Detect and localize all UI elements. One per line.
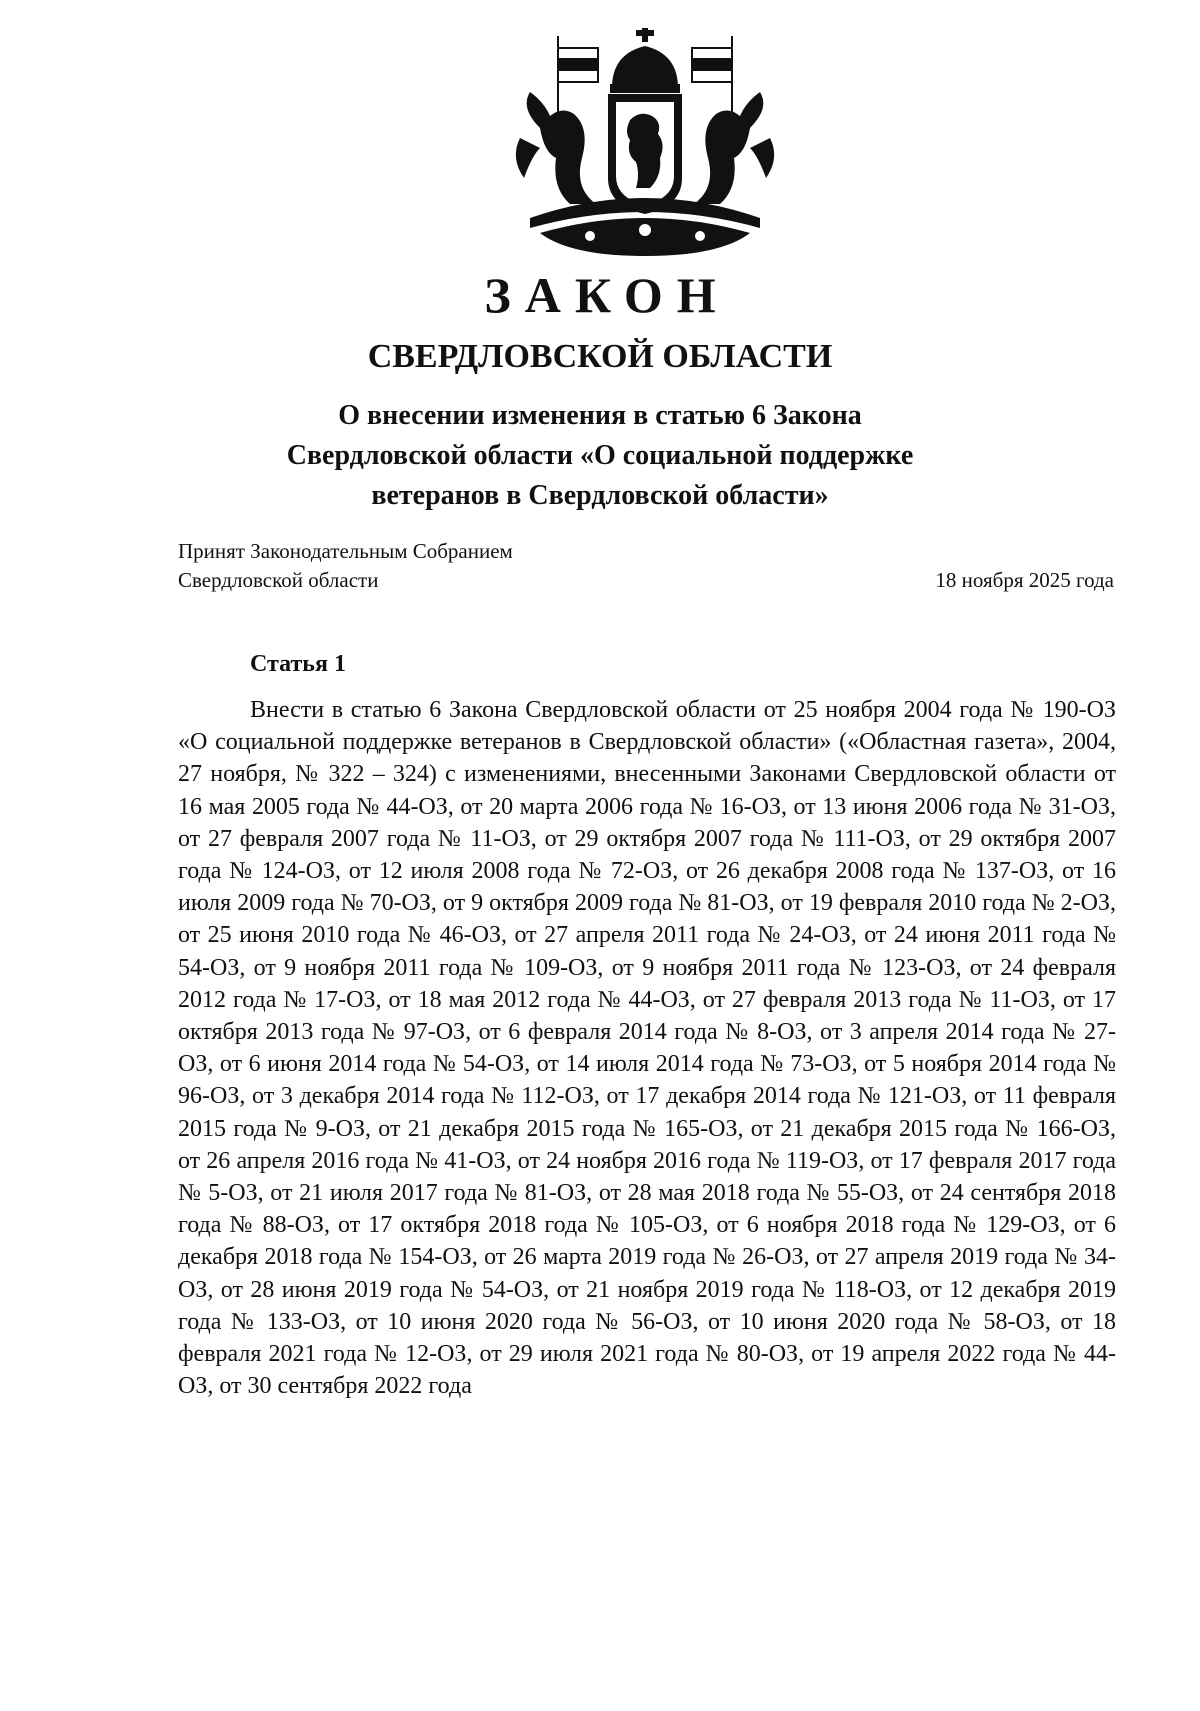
adopted-by-line: Принят Законодательным Собранием (178, 539, 513, 563)
law-subject (200, 396, 1000, 516)
law-subject-line: Свердловской области «О социальной поддержке (286, 440, 914, 471)
article-body: Внести в статью 6 Закона Свердловской области от 25 ноября 2004 года № 190-ОЗ «О социальной поддержке ветеранов в Свердловской области» («Областная газета», 2004, 27 ноября, № 322 – 324) с изменениями, внесенными Законами Свердловской области от 16 мая 2005 года № 44-ОЗ, от 20 марта 2006 года № 16-ОЗ, от 13 июня 2006 года № 31-ОЗ, от 27 февраля 2007 года № 11-ОЗ, от 29 октября 2007 года № 111-ОЗ, от 29 октября 2007 года № 124-ОЗ, от 12 июля 2008 года № 72-ОЗ, от 26 декабря 2008 года № 137-ОЗ, от 16 июля 2009 года № 70-ОЗ, от 9 октября 2009 года № 81-ОЗ, от 19 февраля 2010 года № 2-ОЗ, от 25 июня 2010 года № 46-ОЗ, от 27 апреля 2011 года № 24-ОЗ, от 24 июня 2011 года № 54-ОЗ, от 9 ноября 2011 года № 109-ОЗ, от 9 ноября 2011 года № 123-ОЗ, от 24 февраля 2012 года № 17-ОЗ, от 18 мая 2012 года № 44-ОЗ, от 27 февраля 2013 года № 11-ОЗ, от 17 октября 2013 года № 97-ОЗ, от 6 февраля 2014 года № 8-ОЗ, от 3 апреля 2014 года № 27-ОЗ, от 6 июня 2014 года № 54-ОЗ, от 14 июля 2014 года № 73-ОЗ, от 5 ноября 2014 года № 96-ОЗ, от 3 декабря 2014 года № 112-ОЗ, от 17 декабря 2014 года № 121-ОЗ, от 11 февраля 2015 года № 9-ОЗ, от 21 декабря 2015 года № 165-ОЗ, от 21 декабря 2015 года № 166-ОЗ, от 26 апреля 2016 года № 41-ОЗ, от 24 ноября 2016 года № 119-ОЗ, от 17 февраля 2017 года № 5-ОЗ, от 21 июля 2017 года № 81-ОЗ, от 28 мая 2018 года № 55-ОЗ, от 24 сентября 2018 года № 88-ОЗ, от 17 октября 2018 года № 105-ОЗ, от 6 ноября 2018 года № 129-ОЗ, от 6 декабря 2018 года № 154-ОЗ, от 26 марта 2019 года № 26-ОЗ, от 27 апреля 2019 года № 34-ОЗ, от 28 июня 2019 года № 54-ОЗ, от 21 ноября 2019 года № 118-ОЗ, от 12 декабря 2019 года № 133-ОЗ, от 10 июня 2020 года № 56-ОЗ, от 10 июня 2020 года № 58-ОЗ, от 18 февраля 2021 года № 12-ОЗ, от 29 июля 2021 года № 80-ОЗ, от 19 апреля 2022 года № 44-ОЗ, от 30 сентября 2022 года (178, 697, 1116, 1400)
article-heading: Статья 1 (250, 651, 346, 677)
adopted-by-line: Свердловской области (178, 568, 379, 592)
law-title: ЗАКОН (484, 267, 730, 323)
law-subject-line: ветеранов в Свердловской области» (371, 480, 829, 511)
adopted-by (178, 537, 513, 595)
coat-of-arms-icon (500, 28, 790, 260)
adoption-date: 18 ноября 2025 года (935, 568, 1114, 592)
law-subject-line: О внесении изменения в статью 6 Закона (338, 400, 862, 431)
law-region: СВЕРДЛОВСКОЙ ОБЛАСТИ (367, 338, 833, 375)
